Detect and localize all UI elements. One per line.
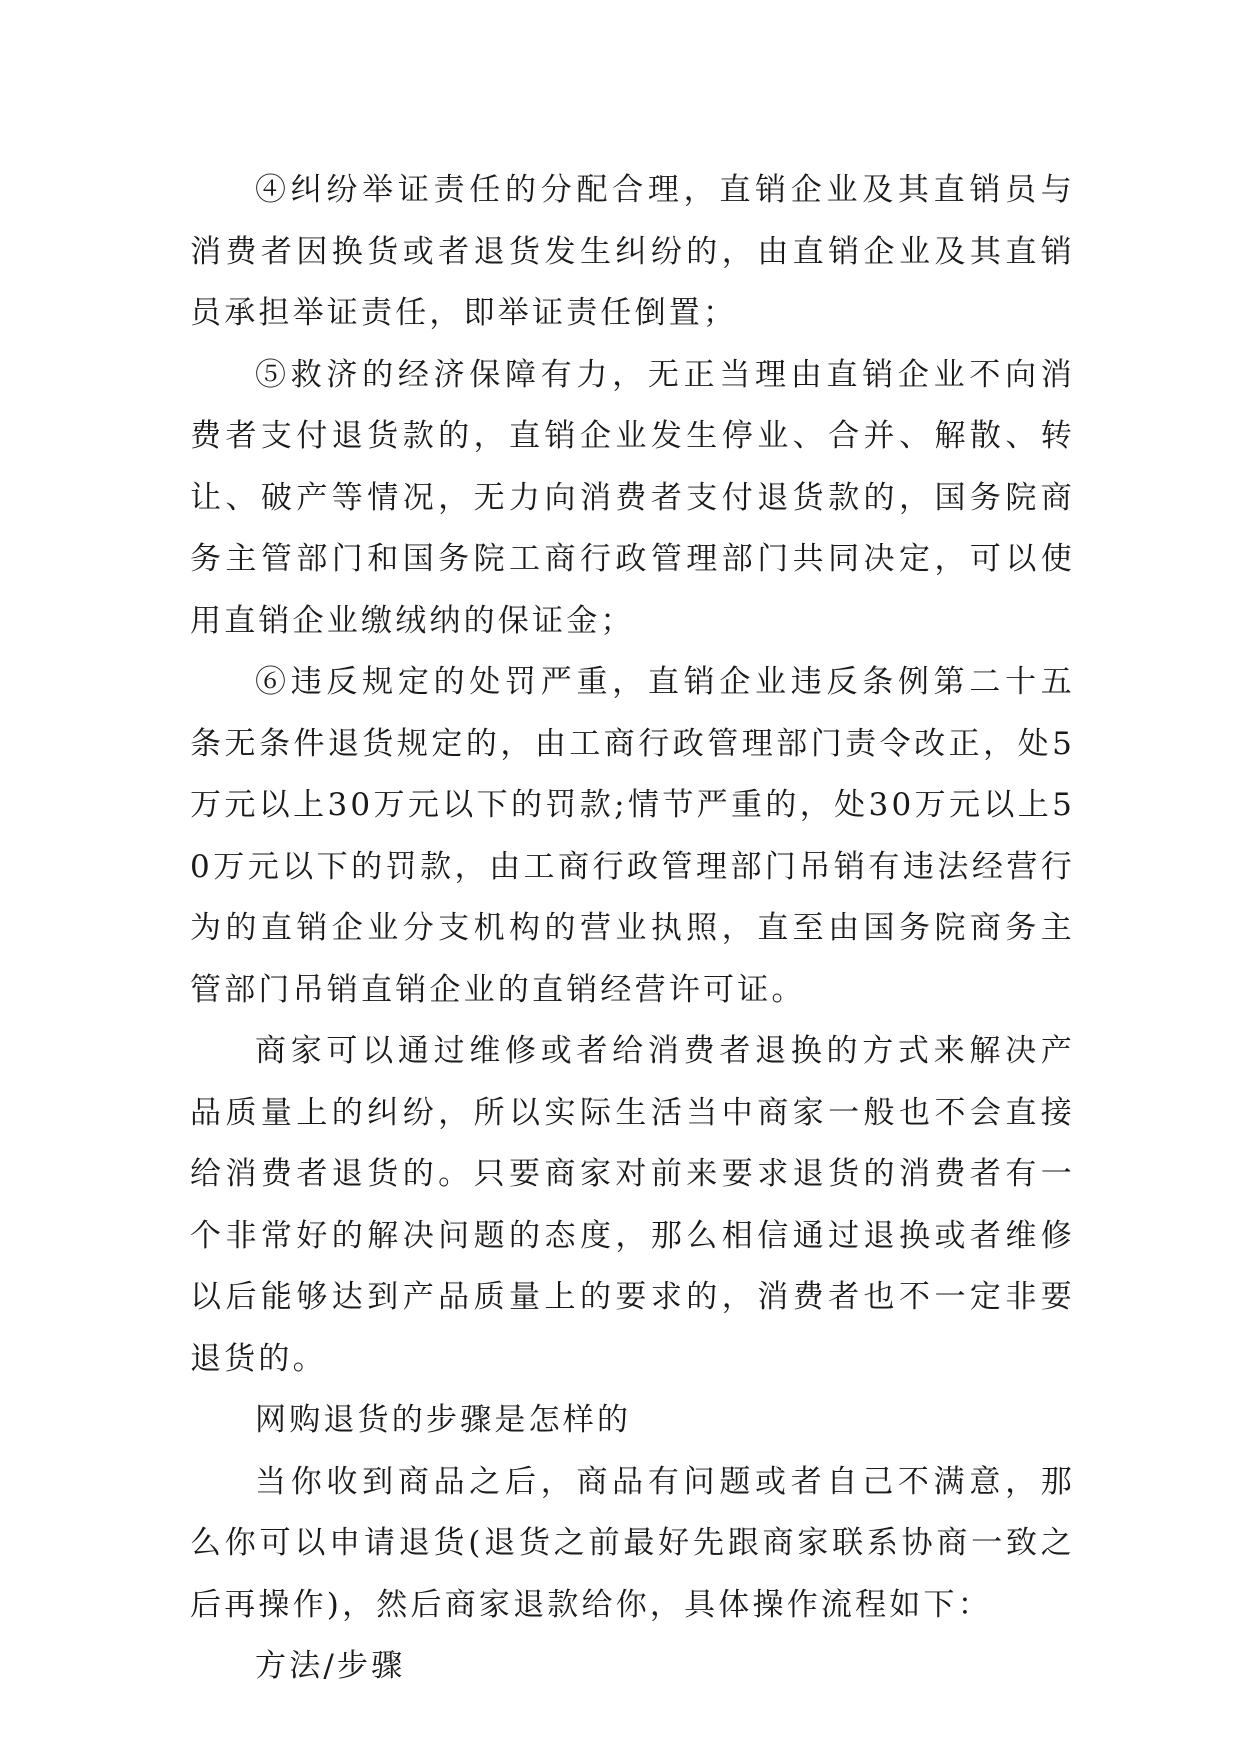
paragraph-penalty: ⑥违反规定的处罚严重，直销企业违反条例第二十五条无条件退货规定的，由工商行政管理部门责令改正，处5万元以上30万元以下的罚款;情节严重的，处30万元以上50万元以下的罚款，由工商行政管理部门吊销有违法经营行为的直销企业分支机构的营业执照，直至由国务院商务主管部门吊销直销企业的直销经营许可证。 [190, 664, 1075, 1008]
section-heading-method-steps: 方法/步骤 [255, 1648, 406, 1684]
section-heading-online-return: 网购退货的步骤是怎样的 [255, 1402, 632, 1438]
document-body [190, 160, 1075, 1698]
paragraph-return-intro: 当你收到商品之后，商品有问题或者自己不满意，那么你可以申请退货(退货之前最好先跟商家联系协商一致之后再操作)，然后商家退款给你，具体操作流程如下： [190, 1463, 1075, 1623]
paragraph-merchant-resolution: 商家可以通过维修或者给消费者退换的方式来解决产品质量上的纠纷，所以实际生活当中商家一般也不会直接给消费者退货的。只要商家对前来要求退货的消费者有一个非常好的解决问题的态度，那么相信通过退换或者维修以后能够达到产品质量上的要求的，消费者也不一定非要退货的。 [190, 1033, 1075, 1377]
paragraph-relief-guarantee: ⑤救济的经济保障有力，无正当理由直销企业不向消费者支付退货款的，直销企业发生停业、合并、解散、转让、破产等情况，无力向消费者支付退货款的，国务院商务主管部门和国务院工商行政管理部门共同决定，可以使用直销企业缴绒纳的保证金； [190, 356, 1075, 639]
paragraph-evidence-burden: ④纠纷举证责任的分配合理，直销企业及其直销员与消费者因换货或者退货发生纠纷的，由直销企业及其直销员承担举证责任，即举证责任倒置； [190, 172, 1075, 331]
